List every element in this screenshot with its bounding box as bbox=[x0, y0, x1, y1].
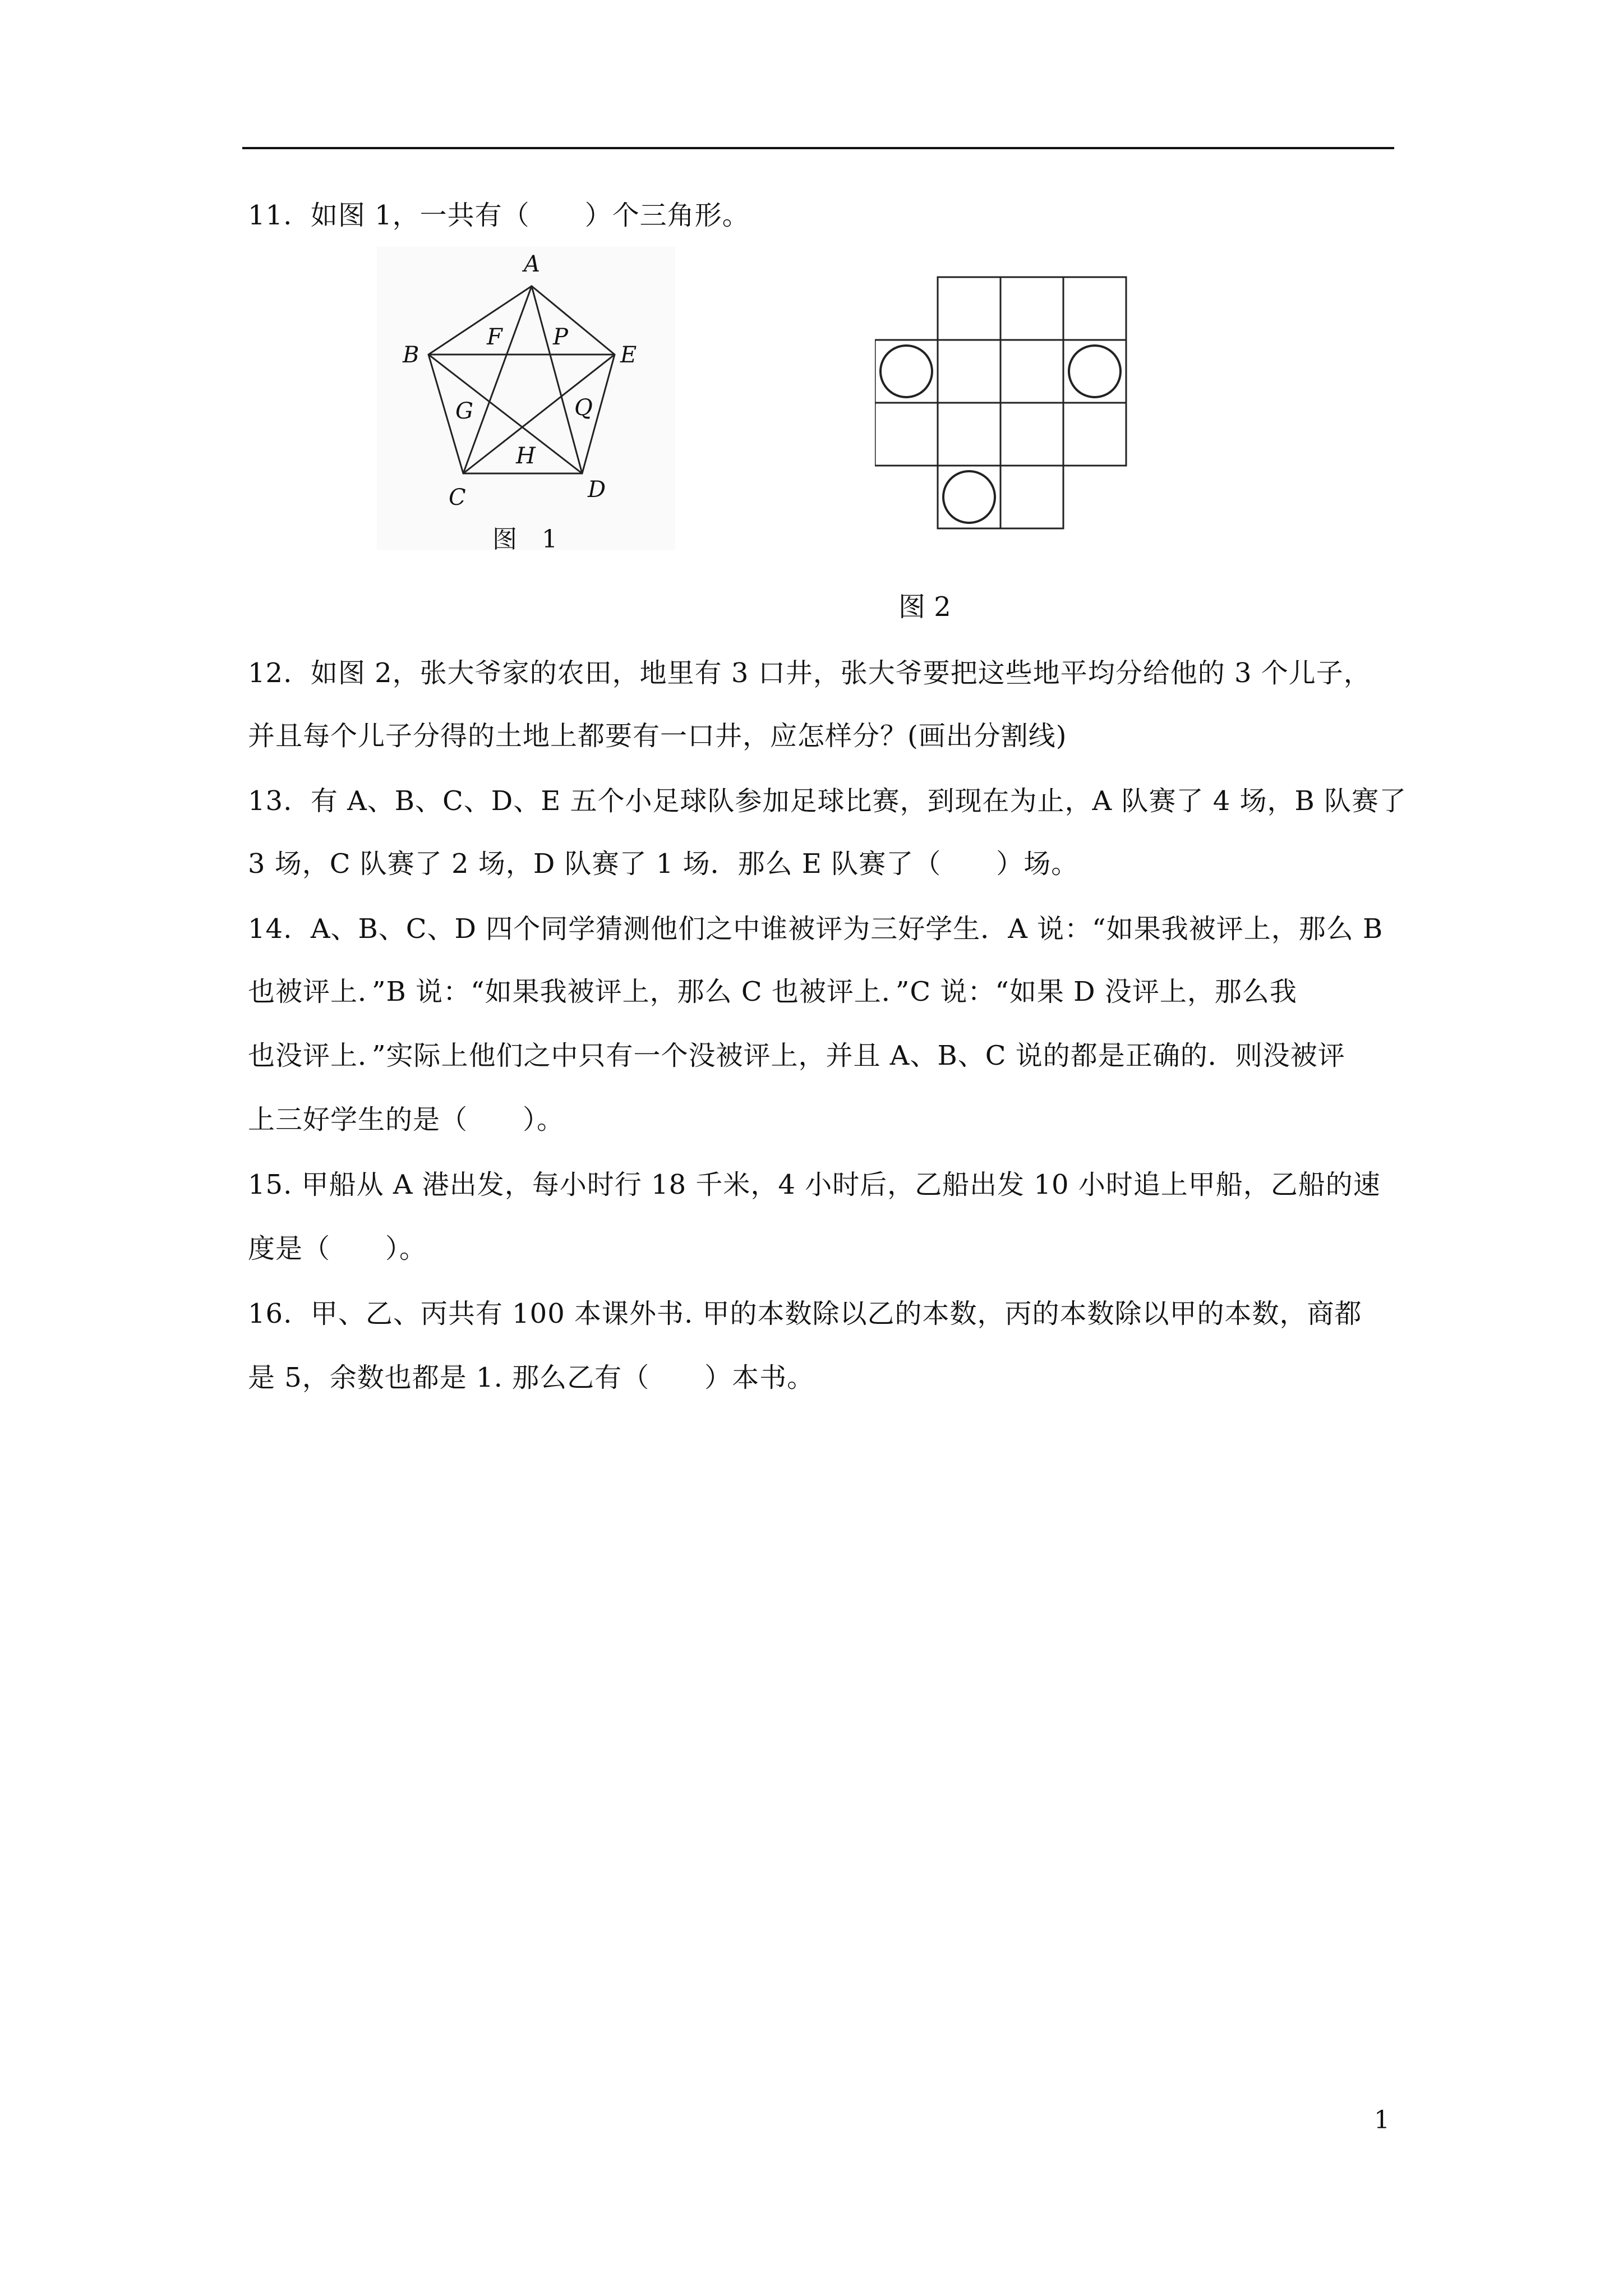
figure-1-caption: 图 1 bbox=[492, 525, 557, 554]
problem-11: 11. 如图 1，一共有（ ）个三角形。 bbox=[248, 200, 750, 231]
well-2 bbox=[1069, 346, 1121, 397]
problem-16-line-2: 是 5，余数也都是 1. 那么乙有（ ）本书。 bbox=[248, 1362, 815, 1393]
vertex-label-d: D bbox=[588, 477, 606, 503]
problem-16-line-1: 16. 甲、乙、丙共有 100 本课外书. 甲的本数除以乙的本数，丙的本数除以甲的本数，商都 bbox=[248, 1298, 1362, 1329]
vertex-label-b: B bbox=[403, 342, 419, 368]
problem-13-line-2: 3 场，C 队赛了 2 场，D 队赛了 1 场．那么 E 队赛了（ ）场。 bbox=[248, 848, 1079, 880]
figure-2-field-grid bbox=[875, 272, 1155, 539]
figure-2-caption: 图 2 bbox=[898, 591, 951, 623]
point-label-p: P bbox=[553, 324, 568, 350]
problem-15-line-1: 15. 甲船从 A 港出发，每小时行 18 千米，4 小时后，乙船出发 10 小时追上甲船，乙船的速 bbox=[248, 1169, 1381, 1200]
problem-12-line-2: 并且每个儿子分得的土地上都要有一口井，应怎样分？(画出分割线) bbox=[248, 720, 1067, 752]
field-grid-cells bbox=[875, 277, 1126, 528]
point-label-f: F bbox=[487, 324, 502, 350]
problem-15-line-2: 度是（ ）。 bbox=[248, 1233, 427, 1264]
page-number: 1 bbox=[1374, 2106, 1390, 2134]
vertex-label-a: A bbox=[524, 251, 540, 277]
figure-1-pentagram bbox=[377, 247, 675, 561]
header-rule bbox=[242, 147, 1394, 149]
vertex-label-e: E bbox=[620, 342, 637, 368]
problem-14-line-2: 也被评上．”B 说：“如果我被评上，那么 C 也被评上．”C 说：“如果 D 没评上，那么我 bbox=[248, 976, 1297, 1007]
problem-12-line-1: 12. 如图 2，张大爷家的农田，地里有 3 口井，张大爷要把这些地平均分给他的 3 个儿子， bbox=[248, 657, 1371, 689]
problem-14-line-4: 上三好学生的是（ ）。 bbox=[248, 1104, 565, 1135]
figure-1-background bbox=[377, 247, 675, 550]
problem-13-line-1: 13. 有 A、B、C、D、E 五个小足球队参加足球比赛，到现在为止，A 队赛了 4 场，B 队赛了 bbox=[248, 785, 1407, 817]
problem-14-line-3: 也没评上．”实际上他们之中只有一个没被评上，并且 A、B、C 说的都是正确的．则没被评 bbox=[248, 1040, 1345, 1071]
vertex-label-c: C bbox=[449, 485, 466, 510]
well-3 bbox=[943, 471, 995, 523]
point-label-h: H bbox=[516, 443, 536, 469]
point-label-q: Q bbox=[574, 395, 593, 421]
point-label-g: G bbox=[455, 398, 473, 424]
problem-14-line-1: 14. A、B、C、D 四个同学猜测他们之中谁被评为三好学生．A 说：“如果我被评上，那么 B bbox=[248, 913, 1384, 945]
well-1 bbox=[880, 346, 932, 397]
